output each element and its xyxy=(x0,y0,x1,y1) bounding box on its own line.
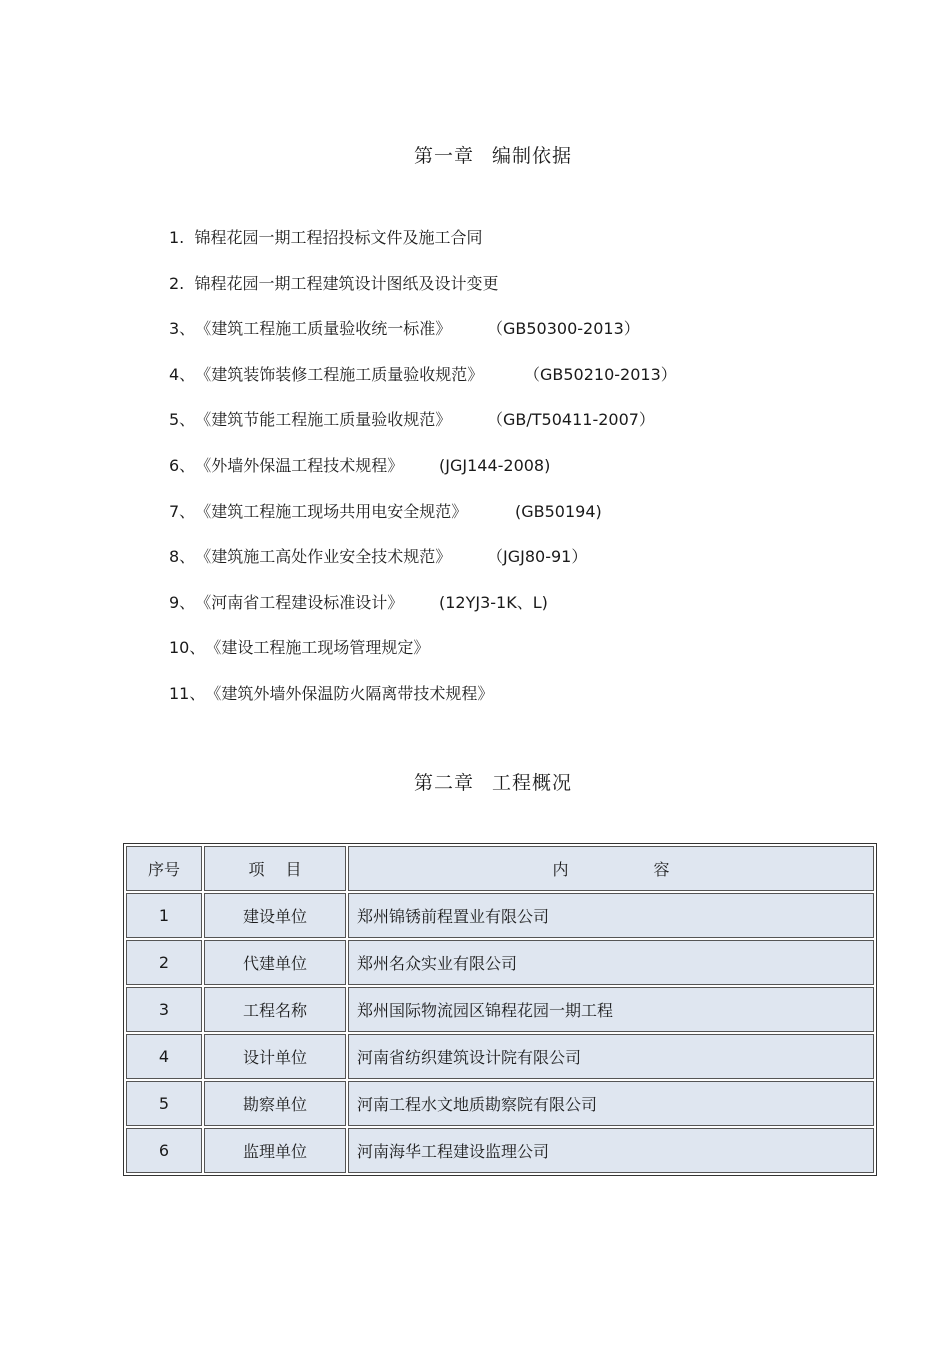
table-row xyxy=(126,893,874,938)
basis-item-code: （GB50300-2013） xyxy=(487,319,640,339)
chapter-1-heading: 编制依据 xyxy=(492,145,573,167)
basis-item-title: 《建筑装饰装修工程施工质量验收规范》 xyxy=(195,364,484,384)
basis-item-number: 11、 xyxy=(169,683,206,703)
table-row xyxy=(126,1034,874,1079)
basis-item xyxy=(169,454,551,500)
basis-item-number: 5、 xyxy=(169,410,196,430)
chapter-1-title xyxy=(0,141,950,168)
row-item: 勘察单位 xyxy=(204,1081,346,1126)
basis-item-title: 《建筑施工高处作业安全技术规范》 xyxy=(195,547,452,567)
basis-item xyxy=(169,408,655,454)
row-item: 建设单位 xyxy=(204,893,346,938)
basis-item xyxy=(169,682,498,728)
row-item: 工程名称 xyxy=(204,987,346,1032)
chapter-2-number: 第二章 xyxy=(413,772,474,794)
basis-item xyxy=(169,545,588,591)
row-content: 河南工程水文地质勘察院有限公司 xyxy=(348,1081,874,1126)
basis-item xyxy=(169,636,498,682)
basis-item-title: 《河南省工程建设标准设计》 xyxy=(195,592,404,612)
row-content: 郑州国际物流园区锦程花园一期工程 xyxy=(348,987,874,1032)
basis-item-title: 《建筑节能工程施工质量验收规范》 xyxy=(195,410,452,430)
basis-item-code: (JGJ144-2008) xyxy=(439,455,551,475)
row-item: 监理单位 xyxy=(204,1128,346,1173)
row-number: 5 xyxy=(126,1081,202,1126)
row-number: 3 xyxy=(126,987,202,1032)
chapter-1-number: 第一章 xyxy=(413,145,474,167)
basis-item-title: 锦程花园一期工程建筑设计图纸及设计变更 xyxy=(194,273,499,293)
row-number: 6 xyxy=(126,1128,202,1173)
basis-item xyxy=(169,500,602,546)
row-number: 1 xyxy=(126,893,202,938)
basis-item-title: 锦程花园一期工程招投标文件及施工合同 xyxy=(194,228,483,247)
row-item: 设计单位 xyxy=(204,1034,346,1079)
basis-item-number: 1. xyxy=(169,228,185,247)
row-content: 郑州锦锈前程置业有限公司 xyxy=(348,893,874,938)
table-row xyxy=(126,940,874,985)
basis-item-code: （GB50210-2013） xyxy=(524,364,677,384)
basis-item xyxy=(169,317,640,363)
row-content: 河南海华工程建设监理公司 xyxy=(348,1128,874,1173)
chapter-2-title xyxy=(0,768,950,795)
basis-item-title: 《外墙外保温工程技术规程》 xyxy=(195,455,404,475)
row-item: 代建单位 xyxy=(204,940,346,985)
basis-item xyxy=(169,591,548,637)
table-row xyxy=(126,1081,874,1126)
header-item: 项 目 xyxy=(204,846,346,891)
basis-item-code: (12YJ3-1K、L) xyxy=(439,592,548,612)
row-content: 郑州名众实业有限公司 xyxy=(348,940,874,985)
basis-item-title: 《建筑工程施工现场共用电安全规范》 xyxy=(195,501,468,521)
table-header-row xyxy=(126,846,874,891)
basis-item-number: 2. xyxy=(169,273,185,293)
basis-item xyxy=(169,226,498,272)
basis-item-number: 3、 xyxy=(169,319,196,339)
basis-item-title: 《建设工程施工现场管理规定》 xyxy=(205,638,430,658)
header-number: 序号 xyxy=(126,846,202,891)
basis-item-number: 7、 xyxy=(169,501,196,521)
basis-item-code: （GB/T50411-2007） xyxy=(487,410,655,430)
basis-item xyxy=(169,363,677,409)
table-row xyxy=(126,987,874,1032)
chapter-2-heading: 工程概况 xyxy=(492,772,573,794)
basis-item-code: (GB50194) xyxy=(515,501,602,521)
basis-list xyxy=(169,226,677,728)
row-content: 河南省纺织建筑设计院有限公司 xyxy=(348,1034,874,1079)
project-overview-table xyxy=(123,843,877,1176)
row-number: 2 xyxy=(126,940,202,985)
basis-item-title: 《建筑外墙外保温防火隔离带技术规程》 xyxy=(205,683,494,703)
basis-item-number: 6、 xyxy=(169,455,196,475)
basis-item-number: 10、 xyxy=(169,638,206,658)
basis-item-number: 8、 xyxy=(169,547,196,567)
basis-item-title: 《建筑工程施工质量验收统一标准》 xyxy=(195,319,452,339)
basis-item-number: 4、 xyxy=(169,364,196,384)
row-number: 4 xyxy=(126,1034,202,1079)
table-row xyxy=(126,1128,874,1173)
basis-item xyxy=(169,272,498,318)
basis-item-number: 9、 xyxy=(169,592,196,612)
header-content: 内 容 xyxy=(348,846,874,891)
basis-item-code: （JGJ80-91） xyxy=(487,547,588,567)
